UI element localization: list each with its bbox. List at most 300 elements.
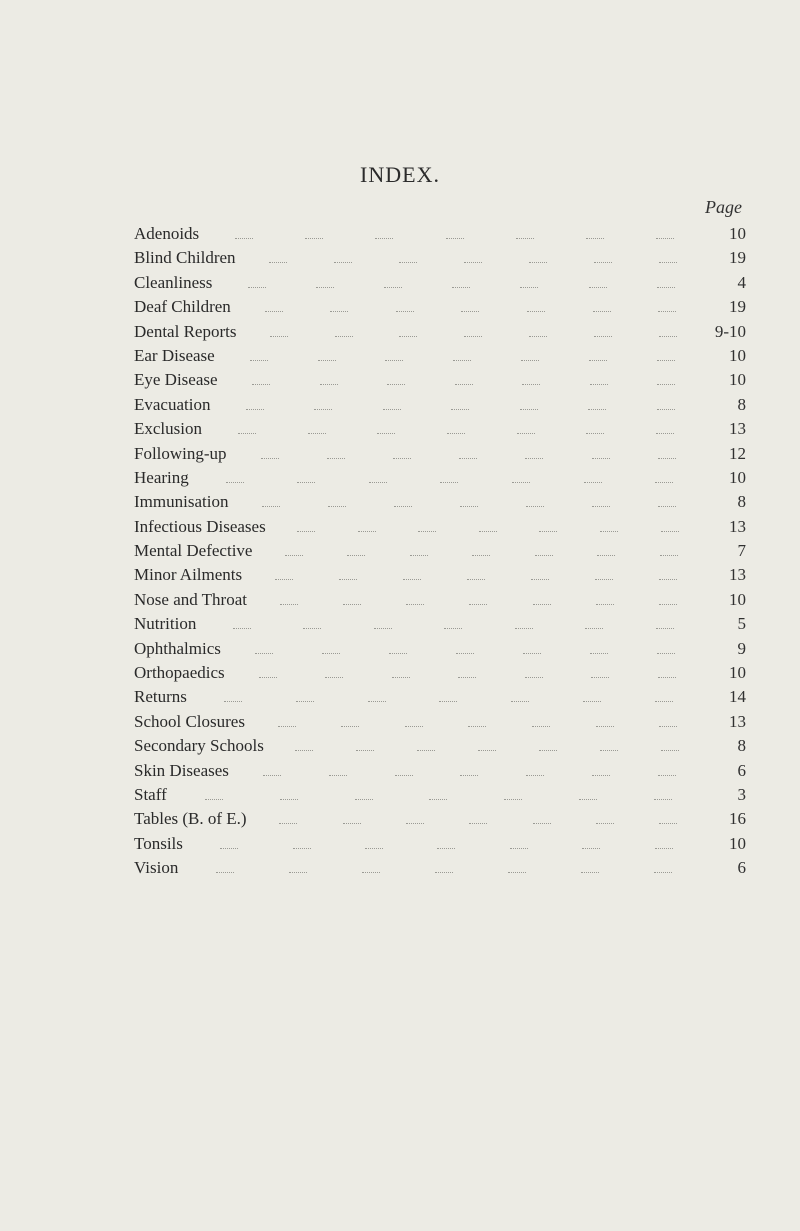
dot-leader bbox=[225, 347, 706, 361]
index-entry bbox=[134, 393, 746, 417]
leader-dots bbox=[582, 848, 600, 849]
index-entry bbox=[134, 856, 746, 880]
dot-leader bbox=[246, 249, 706, 263]
leader-dots bbox=[296, 701, 314, 702]
index-entry bbox=[134, 466, 746, 490]
entry-page-number: 3 bbox=[737, 784, 746, 804]
leader-dots bbox=[596, 823, 614, 824]
index-entry bbox=[134, 563, 746, 587]
leader-dots bbox=[399, 336, 417, 337]
entry-page-number: 7 bbox=[737, 541, 746, 561]
leader-dots bbox=[520, 287, 538, 288]
leader-dots bbox=[458, 677, 476, 678]
leader-dots bbox=[593, 311, 611, 312]
leader-dots bbox=[293, 848, 311, 849]
leader-dots bbox=[478, 750, 496, 751]
entry-page-number: 10 bbox=[729, 467, 746, 487]
index-entry bbox=[134, 734, 746, 758]
leader-dots bbox=[459, 458, 477, 459]
leader-dots bbox=[452, 287, 470, 288]
leader-dots bbox=[285, 555, 303, 556]
leader-dots bbox=[456, 653, 474, 654]
entry-page-number: 10 bbox=[729, 833, 746, 853]
index-entry bbox=[134, 832, 746, 856]
entry-page-number: 9-10 bbox=[714, 321, 746, 341]
entry-page-number: 10 bbox=[729, 345, 746, 365]
leader-dots bbox=[224, 701, 242, 702]
entry-page-number: 16 bbox=[729, 809, 746, 829]
entry-page-number: 10 bbox=[729, 663, 746, 683]
leader-dots bbox=[469, 604, 487, 605]
index-entry bbox=[134, 442, 746, 466]
leader-dots bbox=[533, 823, 551, 824]
leader-dots bbox=[585, 628, 603, 629]
leader-dots bbox=[600, 750, 618, 751]
leader-dots bbox=[657, 409, 675, 410]
leader-dots bbox=[592, 775, 610, 776]
leader-dots bbox=[529, 336, 547, 337]
dot-leader bbox=[209, 225, 706, 239]
leader-dots bbox=[250, 360, 268, 361]
entry-page-number: 13 bbox=[729, 565, 746, 585]
leader-dots bbox=[375, 238, 393, 239]
index-entry bbox=[134, 344, 746, 368]
dot-leader bbox=[257, 810, 706, 824]
leader-dots bbox=[658, 311, 676, 312]
leader-dots bbox=[263, 775, 281, 776]
leader-dots bbox=[597, 555, 615, 556]
leader-dots bbox=[464, 262, 482, 263]
leader-dots bbox=[581, 872, 599, 873]
leader-dots bbox=[531, 579, 549, 580]
leader-dots bbox=[516, 238, 534, 239]
leader-dots bbox=[460, 775, 478, 776]
leader-dots bbox=[278, 726, 296, 727]
index-entry bbox=[134, 490, 746, 514]
leader-dots bbox=[259, 677, 277, 678]
leader-dots bbox=[330, 311, 348, 312]
dot-leader bbox=[206, 615, 706, 629]
leader-dots bbox=[418, 531, 436, 532]
leader-dots bbox=[588, 409, 606, 410]
index-entry bbox=[134, 588, 746, 612]
dot-leader bbox=[237, 445, 706, 459]
leader-dots bbox=[532, 726, 550, 727]
leader-dots bbox=[584, 482, 602, 483]
leader-dots bbox=[384, 287, 402, 288]
dot-leader bbox=[212, 420, 706, 434]
leader-dots bbox=[403, 579, 421, 580]
index-entry bbox=[134, 783, 746, 807]
leader-dots bbox=[535, 555, 553, 556]
leader-dots bbox=[658, 506, 676, 507]
leader-dots bbox=[389, 653, 407, 654]
leader-dots bbox=[654, 799, 672, 800]
entry-label: Cleanliness bbox=[134, 272, 213, 292]
dot-leader bbox=[235, 664, 706, 678]
leader-dots bbox=[661, 531, 679, 532]
leader-dots bbox=[589, 287, 607, 288]
leader-dots bbox=[594, 262, 612, 263]
leader-dots bbox=[385, 360, 403, 361]
leader-dots bbox=[365, 848, 383, 849]
leader-dots bbox=[314, 409, 332, 410]
entry-label: Blind Children bbox=[134, 248, 236, 268]
leader-dots bbox=[586, 433, 604, 434]
index-entry bbox=[134, 612, 746, 636]
leader-dots bbox=[467, 579, 485, 580]
leader-dots bbox=[341, 726, 359, 727]
leader-dots bbox=[526, 775, 544, 776]
dot-leader bbox=[177, 786, 706, 800]
dot-leader bbox=[262, 542, 706, 556]
leader-dots bbox=[238, 433, 256, 434]
leader-dots bbox=[659, 823, 677, 824]
leader-dots bbox=[405, 726, 423, 727]
leader-dots bbox=[417, 750, 435, 751]
leader-dots bbox=[334, 262, 352, 263]
leader-dots bbox=[658, 458, 676, 459]
leader-dots bbox=[320, 384, 338, 385]
leader-dots bbox=[656, 238, 674, 239]
entry-page-number: 10 bbox=[729, 589, 746, 609]
leader-dots bbox=[525, 458, 543, 459]
leader-dots bbox=[429, 799, 447, 800]
leader-dots bbox=[657, 653, 675, 654]
leader-dots bbox=[393, 458, 411, 459]
entry-label: School Closures bbox=[134, 711, 245, 731]
leader-dots bbox=[522, 384, 540, 385]
entry-label: Deaf Children bbox=[134, 297, 231, 317]
leader-dots bbox=[262, 506, 280, 507]
entry-page-number: 13 bbox=[729, 419, 746, 439]
page-column-header: Page bbox=[705, 197, 742, 217]
leader-dots bbox=[656, 628, 674, 629]
entry-label: Infectious Diseases bbox=[134, 516, 266, 536]
entry-page-number: 9 bbox=[737, 638, 746, 658]
entry-label: Eye Disease bbox=[134, 370, 218, 390]
leader-dots bbox=[447, 433, 465, 434]
entry-page-number: 8 bbox=[737, 736, 746, 756]
entry-label: Nose and Throat bbox=[134, 589, 247, 609]
entry-page-number: 10 bbox=[729, 224, 746, 243]
entry-label: Mental Defective bbox=[134, 541, 253, 561]
leader-dots bbox=[657, 287, 675, 288]
leader-dots bbox=[399, 262, 417, 263]
entry-page-number: 6 bbox=[737, 760, 746, 780]
leader-dots bbox=[659, 604, 677, 605]
entry-label: Exclusion bbox=[134, 419, 202, 439]
dot-leader bbox=[274, 737, 706, 751]
dot-leader bbox=[257, 591, 706, 605]
leader-dots bbox=[526, 506, 544, 507]
leader-dots bbox=[303, 628, 321, 629]
leader-dots bbox=[297, 482, 315, 483]
leader-dots bbox=[280, 799, 298, 800]
leader-dots bbox=[255, 653, 273, 654]
leader-dots bbox=[527, 311, 545, 312]
page-title: INDEX. bbox=[360, 162, 440, 187]
leader-dots bbox=[220, 848, 238, 849]
leader-dots bbox=[659, 262, 677, 263]
leader-dots bbox=[444, 628, 462, 629]
dot-leader bbox=[276, 518, 706, 532]
index-entry bbox=[134, 246, 746, 270]
leader-dots bbox=[656, 433, 674, 434]
entry-page-number: 13 bbox=[729, 711, 746, 731]
leader-dots bbox=[279, 823, 297, 824]
leader-dots bbox=[235, 238, 253, 239]
leader-dots bbox=[410, 555, 428, 556]
leader-dots bbox=[362, 872, 380, 873]
entry-page-number: 6 bbox=[737, 858, 746, 878]
leader-dots bbox=[469, 823, 487, 824]
leader-dots bbox=[406, 823, 424, 824]
leader-dots bbox=[295, 750, 313, 751]
dot-leader bbox=[238, 493, 706, 507]
leader-dots bbox=[289, 872, 307, 873]
leader-dots bbox=[539, 750, 557, 751]
entry-page-number: 13 bbox=[729, 516, 746, 536]
entry-label: Evacuation bbox=[134, 394, 211, 414]
leader-dots bbox=[369, 482, 387, 483]
leader-dots bbox=[521, 360, 539, 361]
leader-dots bbox=[446, 238, 464, 239]
entry-label: Tonsils bbox=[134, 833, 183, 853]
leader-dots bbox=[596, 726, 614, 727]
leader-dots bbox=[660, 555, 678, 556]
entry-label: Immunisation bbox=[134, 492, 229, 512]
leader-dots bbox=[600, 531, 618, 532]
leader-dots bbox=[655, 701, 673, 702]
entry-label: Following-up bbox=[134, 443, 227, 463]
entry-label: Dental Reports bbox=[134, 321, 237, 341]
leader-dots bbox=[437, 848, 455, 849]
leader-dots bbox=[508, 872, 526, 873]
leader-dots bbox=[269, 262, 287, 263]
leader-dots bbox=[579, 799, 597, 800]
leader-dots bbox=[520, 409, 538, 410]
leader-dots bbox=[657, 360, 675, 361]
index-entry bbox=[134, 710, 746, 734]
leader-dots bbox=[517, 433, 535, 434]
dot-leader bbox=[199, 469, 706, 483]
leader-dots bbox=[233, 628, 251, 629]
leader-dots bbox=[510, 848, 528, 849]
index-entry bbox=[134, 515, 746, 539]
leader-dots bbox=[655, 482, 673, 483]
leader-dots bbox=[246, 409, 264, 410]
entry-page-number: 8 bbox=[737, 492, 746, 512]
leader-dots bbox=[592, 458, 610, 459]
dot-leader bbox=[220, 396, 706, 410]
entry-label: Ear Disease bbox=[134, 345, 215, 365]
leader-dots bbox=[661, 750, 679, 751]
entry-page-number: 19 bbox=[729, 297, 746, 317]
leader-dots bbox=[275, 579, 293, 580]
leader-dots bbox=[205, 799, 223, 800]
leader-dots bbox=[439, 701, 457, 702]
entry-page-number: 14 bbox=[729, 687, 746, 707]
leader-dots bbox=[539, 531, 557, 532]
leader-dots bbox=[453, 360, 471, 361]
entry-label: Adenoids bbox=[134, 224, 200, 243]
entry-label: Minor Ailments bbox=[134, 565, 243, 585]
entry-page-number: 5 bbox=[737, 614, 746, 634]
leader-dots bbox=[339, 579, 357, 580]
leader-dots bbox=[248, 287, 266, 288]
leader-dots bbox=[358, 531, 376, 532]
leader-dots bbox=[479, 531, 497, 532]
leader-dots bbox=[659, 336, 677, 337]
leader-dots bbox=[586, 238, 604, 239]
leader-dots bbox=[589, 360, 607, 361]
entry-page-number: 10 bbox=[729, 370, 746, 390]
entry-label: Orthopaedics bbox=[134, 663, 225, 683]
leader-dots bbox=[592, 506, 610, 507]
dot-leader bbox=[193, 835, 706, 849]
index-entry bbox=[134, 417, 746, 441]
dot-leader bbox=[222, 274, 706, 288]
leader-dots bbox=[383, 409, 401, 410]
leader-dots bbox=[343, 604, 361, 605]
leader-dots bbox=[440, 482, 458, 483]
leader-dots bbox=[318, 360, 336, 361]
dot-leader bbox=[231, 640, 706, 654]
leader-dots bbox=[657, 384, 675, 385]
leader-dots bbox=[451, 409, 469, 410]
entry-label: Nutrition bbox=[134, 614, 197, 634]
leader-dots bbox=[280, 604, 298, 605]
leader-dots bbox=[525, 677, 543, 678]
dot-leader bbox=[252, 566, 706, 580]
leader-dots bbox=[356, 750, 374, 751]
entry-label: Hearing bbox=[134, 467, 189, 487]
entry-label: Returns bbox=[134, 687, 187, 707]
leader-dots bbox=[658, 677, 676, 678]
leader-dots bbox=[515, 628, 533, 629]
index-entry bbox=[134, 807, 746, 831]
entry-label: Tables (B. of E.) bbox=[134, 809, 247, 829]
leader-dots bbox=[464, 336, 482, 337]
leader-dots bbox=[335, 336, 353, 337]
index-entry bbox=[134, 320, 746, 344]
leader-dots bbox=[261, 458, 279, 459]
index-entry bbox=[134, 539, 746, 563]
dot-leader bbox=[255, 713, 706, 727]
leader-dots bbox=[406, 604, 424, 605]
entry-label: Secondary Schools bbox=[134, 736, 264, 756]
leader-dots bbox=[504, 799, 522, 800]
leader-dots bbox=[270, 336, 288, 337]
index-entry bbox=[134, 661, 746, 685]
dot-leader bbox=[228, 371, 706, 385]
dot-leader bbox=[188, 859, 706, 873]
leader-dots bbox=[329, 775, 347, 776]
leader-dots bbox=[355, 799, 373, 800]
leader-dots bbox=[435, 872, 453, 873]
leader-dots bbox=[322, 653, 340, 654]
index-list bbox=[134, 222, 746, 881]
leader-dots bbox=[297, 531, 315, 532]
leader-dots bbox=[395, 775, 413, 776]
leader-dots bbox=[658, 775, 676, 776]
leader-dots bbox=[343, 823, 361, 824]
leader-dots bbox=[347, 555, 365, 556]
leader-dots bbox=[468, 726, 486, 727]
leader-dots bbox=[328, 506, 346, 507]
leader-dots bbox=[216, 872, 234, 873]
index-entry bbox=[134, 685, 746, 709]
leader-dots bbox=[590, 653, 608, 654]
entry-page-number: 4 bbox=[737, 272, 746, 292]
leader-dots bbox=[511, 701, 529, 702]
leader-dots bbox=[226, 482, 244, 483]
index-entry bbox=[134, 637, 746, 661]
entry-label: Ophthalmics bbox=[134, 638, 221, 658]
leader-dots bbox=[377, 433, 395, 434]
index-entry bbox=[134, 368, 746, 392]
leader-dots bbox=[325, 677, 343, 678]
leader-dots bbox=[387, 384, 405, 385]
entry-page-number: 12 bbox=[729, 443, 746, 463]
dot-leader bbox=[239, 762, 706, 776]
index-entry bbox=[134, 222, 746, 246]
entry-page-number: 19 bbox=[729, 248, 746, 268]
leader-dots bbox=[460, 506, 478, 507]
leader-dots bbox=[529, 262, 547, 263]
index-entry bbox=[134, 295, 746, 319]
leader-dots bbox=[512, 482, 530, 483]
leader-dots bbox=[316, 287, 334, 288]
index-entry bbox=[134, 271, 746, 295]
leader-dots bbox=[659, 579, 677, 580]
dot-leader bbox=[246, 323, 706, 337]
leader-dots bbox=[472, 555, 490, 556]
leader-dots bbox=[455, 384, 473, 385]
leader-dots bbox=[396, 311, 414, 312]
leader-dots bbox=[659, 726, 677, 727]
leader-dots bbox=[327, 458, 345, 459]
leader-dots bbox=[265, 311, 283, 312]
leader-dots bbox=[595, 579, 613, 580]
entry-label: Vision bbox=[134, 858, 179, 878]
leader-dots bbox=[368, 701, 386, 702]
leader-dots bbox=[392, 677, 410, 678]
leader-dots bbox=[252, 384, 270, 385]
index-entry bbox=[134, 759, 746, 783]
leader-dots bbox=[533, 604, 551, 605]
leader-dots bbox=[305, 238, 323, 239]
dot-leader bbox=[241, 298, 706, 312]
leader-dots bbox=[594, 336, 612, 337]
leader-dots bbox=[583, 701, 601, 702]
leader-dots bbox=[596, 604, 614, 605]
dot-leader bbox=[197, 688, 706, 702]
leader-dots bbox=[394, 506, 412, 507]
leader-dots bbox=[590, 384, 608, 385]
leader-dots bbox=[374, 628, 392, 629]
entry-label: Staff bbox=[134, 784, 167, 804]
leader-dots bbox=[655, 848, 673, 849]
leader-dots bbox=[461, 311, 479, 312]
leader-dots bbox=[308, 433, 326, 434]
leader-dots bbox=[654, 872, 672, 873]
leader-dots bbox=[591, 677, 609, 678]
entry-label: Skin Diseases bbox=[134, 760, 229, 780]
leader-dots bbox=[523, 653, 541, 654]
entry-page-number: 8 bbox=[737, 394, 746, 414]
